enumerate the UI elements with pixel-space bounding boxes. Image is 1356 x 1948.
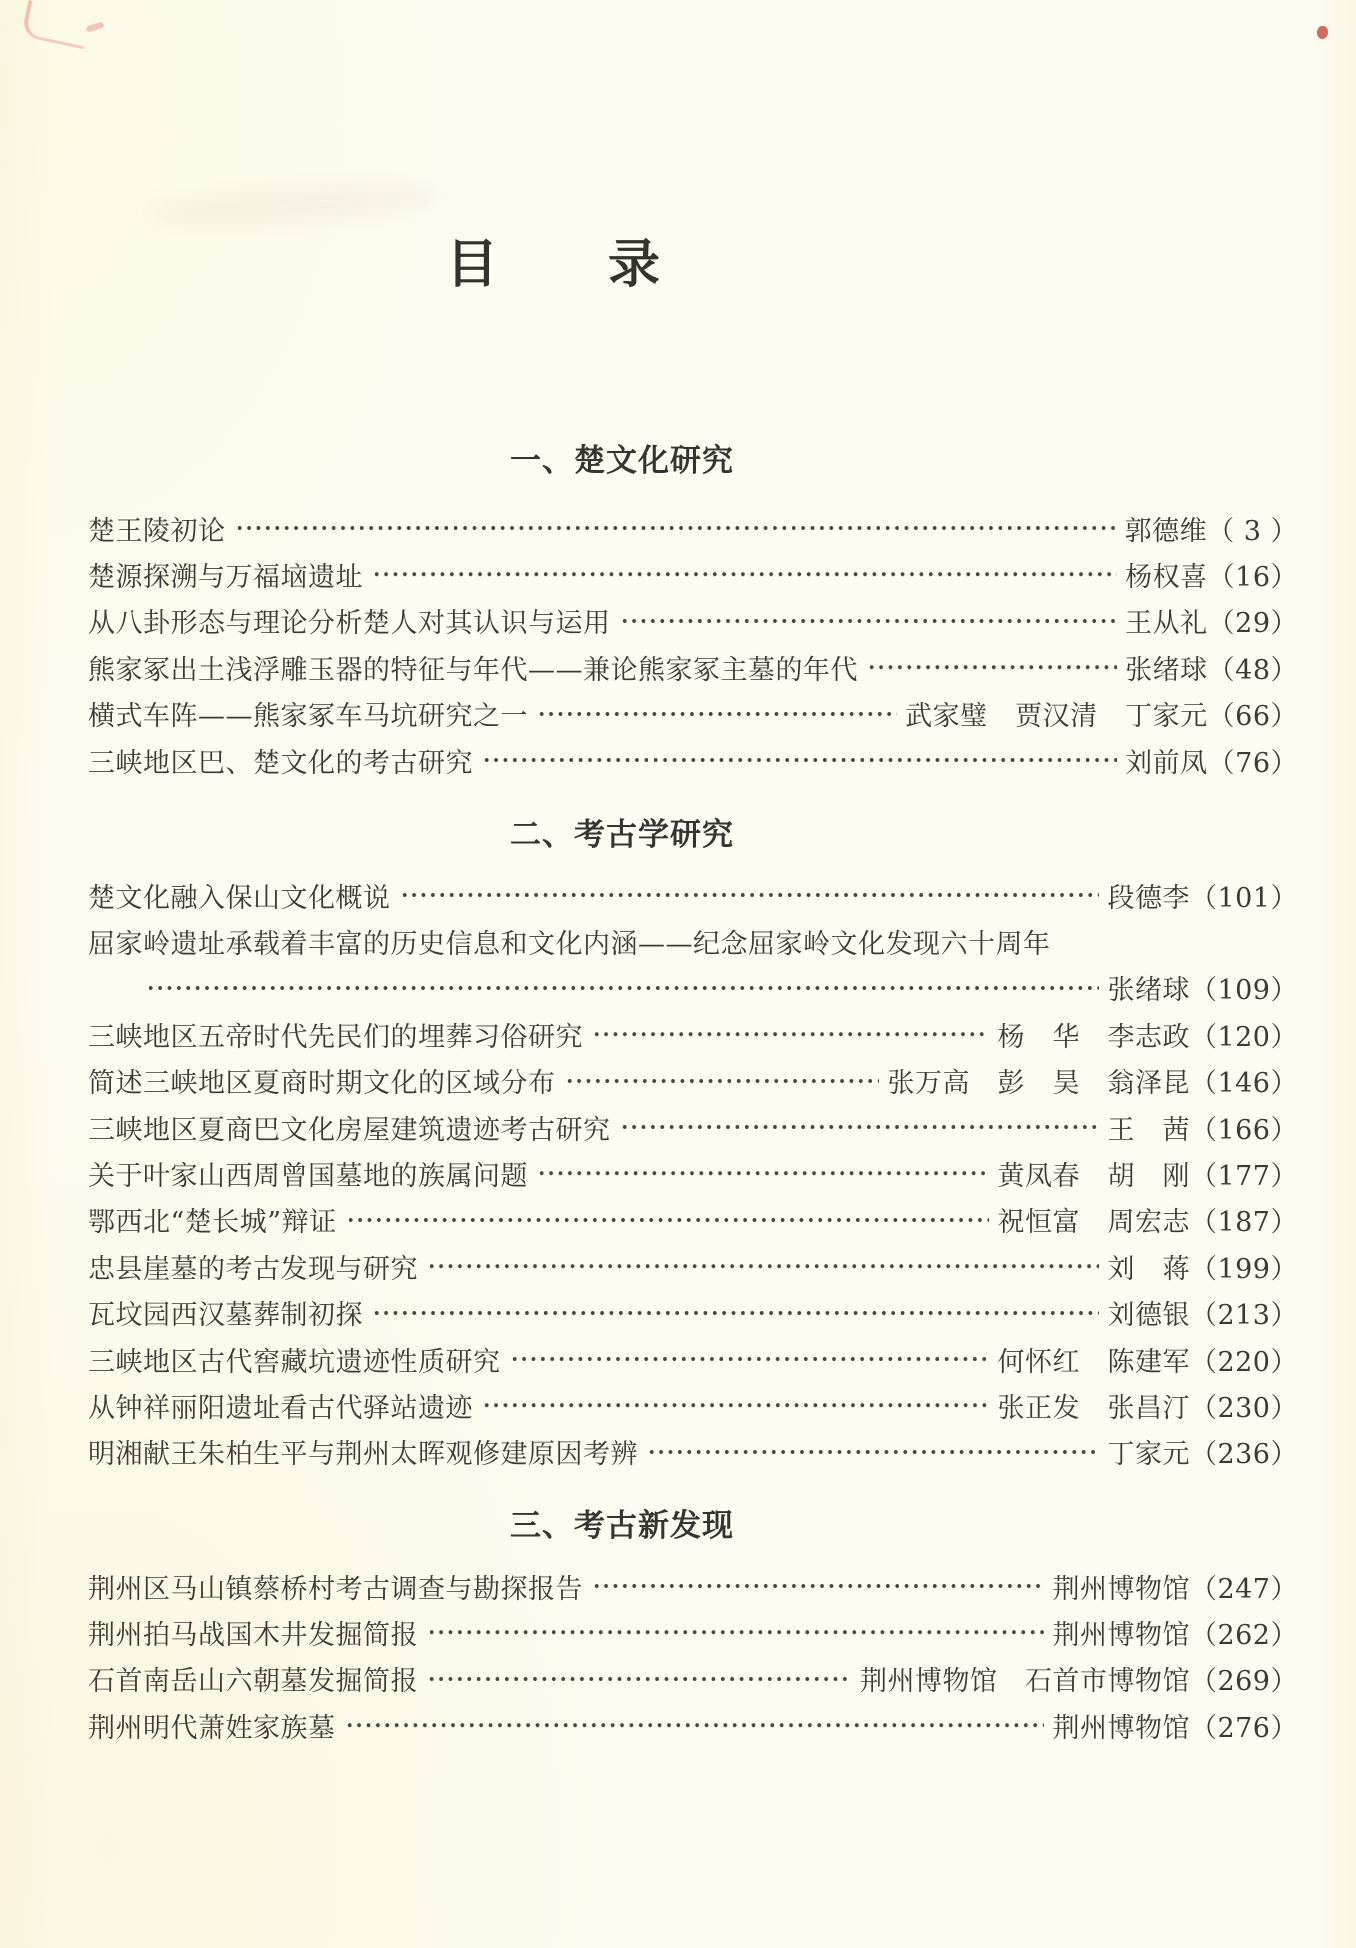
entry-title: 忠县崖墓的考古发现与研究	[88, 1253, 418, 1285]
section-2-entries	[88, 872, 1298, 1475]
dot-leader	[865, 644, 1117, 690]
entry-title: 荆州拍马战国木井发掘简报	[88, 1620, 418, 1652]
entry-title: 关于叶家山西周曾国墓地的族属问题	[88, 1161, 528, 1193]
toc-entry-title-line	[88, 918, 1298, 964]
entry-authors-page: 郭德维（ 3 ）	[1124, 515, 1298, 547]
dot-leader	[425, 1609, 1044, 1655]
toc-entry	[88, 737, 1298, 783]
entry-title: 荆州区马山镇蔡桥村考古调查与勘探报告	[88, 1573, 583, 1605]
entry-title: 鄂西北“楚长城”辩证	[88, 1207, 337, 1239]
dot-leader	[370, 551, 1117, 597]
toc-entry	[88, 598, 1298, 644]
dot-leader	[645, 1429, 1099, 1475]
toc-entry	[88, 1563, 1298, 1609]
entry-authors-page: 荆州博物馆 石首市博物馆（269）	[859, 1666, 1298, 1698]
toc-entry	[88, 1336, 1298, 1382]
toc-entry	[88, 551, 1298, 597]
section-heading-2: 二、考古学研究	[510, 817, 734, 853]
entry-authors-page: 祝恒富 周宏志（187）	[997, 1207, 1298, 1239]
entry-authors-page: 张万高 彭 昊 翁泽昆（146）	[887, 1068, 1298, 1100]
entry-authors-page: 何怀红 陈建军（220）	[997, 1346, 1298, 1378]
entry-title: 三峡地区夏商巴文化房屋建筑遗迹考古研究	[88, 1114, 611, 1146]
toc-entry	[88, 1290, 1298, 1336]
toc-entry	[88, 1609, 1298, 1655]
dot-leader	[343, 1702, 1045, 1748]
entry-title: 横式车阵——熊家冢车马坑研究之一	[88, 701, 528, 733]
entry-title: 屈家岭遗址承载着丰富的历史信息和文化内涵——纪念屈家岭文化发现六十周年	[88, 929, 1051, 961]
entry-title: 楚王陵初论	[88, 515, 226, 547]
entry-authors-page: 荆州博物馆（262）	[1052, 1620, 1298, 1652]
toc-entry	[88, 691, 1298, 737]
entry-authors-page: 刘德银（213）	[1107, 1300, 1298, 1332]
toc-entry	[88, 505, 1298, 551]
entry-title: 从八卦形态与理论分析楚人对其认识与运用	[88, 608, 611, 640]
entry-authors-page: 刘 蒋（199）	[1107, 1253, 1298, 1285]
toc-entry	[88, 1382, 1298, 1428]
entry-title: 瓦坟园西汉墓葬制初探	[88, 1300, 363, 1332]
section-heading-1: 一、楚文化研究	[510, 443, 734, 479]
entry-title: 简述三峡地区夏商时期文化的区域分布	[88, 1068, 556, 1100]
toc-entry	[88, 1702, 1298, 1748]
dot-leader	[425, 1243, 1099, 1289]
dot-leader	[535, 691, 897, 737]
dot-leader	[233, 505, 1117, 551]
section-heading-3: 三、考古新发现	[510, 1508, 734, 1544]
entry-title: 三峡地区巴、楚文化的考古研究	[88, 747, 473, 779]
entry-title: 石首南岳山六朝墓发掘简报	[88, 1666, 418, 1698]
entry-authors-page: 杨权喜（16）	[1125, 562, 1298, 594]
entry-title: 熊家冢出土浅浮雕玉器的特征与年代——兼论熊家冢主墓的年代	[88, 654, 858, 686]
red-pen-mark-top-left	[21, 0, 91, 49]
entry-title: 三峡地区古代窖藏坑遗迹性质研究	[88, 1346, 501, 1378]
entry-title: 荆州明代萧姓家族墓	[88, 1712, 336, 1744]
entry-title: 明湘献王朱柏生平与荆州太晖观修建原因考辨	[88, 1439, 638, 1471]
entry-authors-page: 武家璧 贾汉清 丁家元（66）	[905, 701, 1298, 733]
dot-leader	[370, 1290, 1099, 1336]
toc-entry	[88, 1011, 1298, 1057]
toc-entry	[88, 1104, 1298, 1150]
entry-authors-page: 王从礼（29）	[1125, 608, 1298, 640]
entry-authors-page: 张绪球（109）	[1107, 975, 1298, 1007]
entry-authors-page: 王 茜（166）	[1107, 1114, 1298, 1146]
red-dot-top-right	[1317, 26, 1328, 39]
entry-authors-page: 段德李（101）	[1107, 882, 1298, 914]
entry-title: 从钟祥丽阳遗址看古代驿站遗迹	[88, 1392, 473, 1424]
entry-authors-page: 荆州博物馆（247）	[1052, 1573, 1298, 1605]
dot-leader	[535, 1150, 989, 1196]
entry-title: 楚文化融入保山文化概说	[88, 882, 391, 914]
toc-entry	[88, 1197, 1298, 1243]
entry-authors-page: 黄凤春 胡 刚（177）	[997, 1161, 1298, 1193]
dot-leader	[618, 598, 1118, 644]
toc-entry	[88, 1429, 1298, 1475]
entry-authors-page: 张绪球（48）	[1125, 654, 1298, 686]
dot-leader	[480, 1382, 989, 1428]
entry-authors-page: 刘前凤（76）	[1125, 747, 1298, 779]
section-1-entries	[88, 505, 1298, 783]
dot-leader	[590, 1563, 1044, 1609]
dot-leader	[618, 1104, 1100, 1150]
entry-authors-page: 丁家元（236）	[1107, 1439, 1298, 1471]
dot-leader	[344, 1197, 990, 1243]
page-title: 目 录	[445, 234, 662, 295]
entry-authors-page: 杨 华 李志政（120）	[997, 1021, 1298, 1053]
entry-authors-page: 张正发 张昌汀（230）	[997, 1392, 1298, 1424]
toc-entry	[88, 1243, 1298, 1289]
dot-leader	[398, 872, 1100, 918]
toc-entry	[88, 1150, 1298, 1196]
entry-title: 三峡地区五帝时代先民们的埋葬习俗研究	[88, 1021, 583, 1053]
dot-leader	[590, 1011, 989, 1057]
dot-leader	[508, 1336, 990, 1382]
toc-entry	[88, 644, 1298, 690]
toc-entry	[88, 1058, 1298, 1104]
dot-leader	[144, 965, 1099, 1011]
toc-entry-continuation-line	[88, 965, 1298, 1011]
section-3-entries	[88, 1563, 1298, 1749]
toc-entry	[88, 872, 1298, 918]
dot-leader	[425, 1656, 852, 1702]
dot-leader	[563, 1058, 880, 1104]
entry-title: 楚源探溯与万福垴遗址	[88, 562, 363, 594]
entry-authors-page: 荆州博物馆（276）	[1052, 1712, 1298, 1744]
dot-leader	[480, 737, 1117, 783]
toc-entry	[88, 1656, 1298, 1702]
